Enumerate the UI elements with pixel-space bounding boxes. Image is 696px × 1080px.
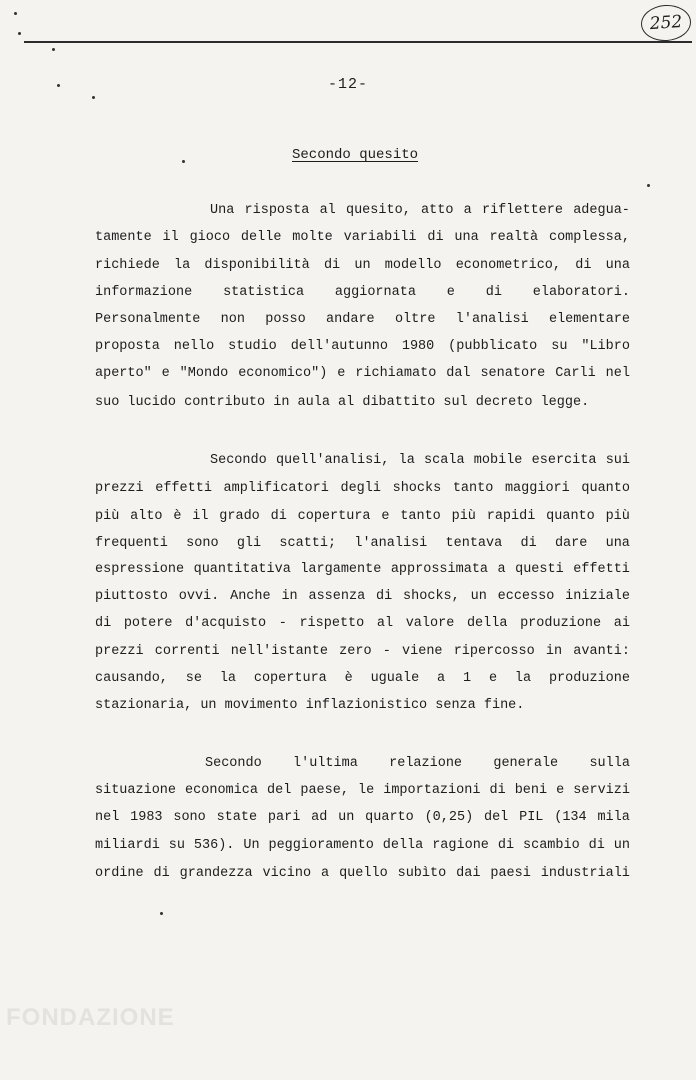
text-line: Personalmente non posso andare oltre l'analisi elementare bbox=[95, 312, 630, 327]
scan-speck bbox=[160, 912, 163, 915]
text-line: piuttosto ovvi. Anche in assenza di shocks, un eccesso iniziale bbox=[95, 589, 630, 604]
text-line: Secondo quell'analisi, la scala mobile esercita sui bbox=[210, 453, 630, 468]
text-line: suo lucido contributo in aula al dibattito sul decreto legge. bbox=[95, 395, 590, 410]
text-line: informazione statistica aggiornata e di elaboratori. bbox=[95, 285, 630, 300]
text-line: situazione economica del paese, le importazioni di beni e servizi bbox=[95, 783, 630, 798]
scan-speck bbox=[14, 12, 17, 15]
scan-speck bbox=[182, 160, 185, 163]
scan-speck bbox=[52, 48, 55, 51]
text-line: aperto" e "Mondo economico") e richiamato dal senatore Carli nel bbox=[95, 366, 630, 381]
page-stamp: 252 bbox=[640, 3, 692, 42]
watermark-text: FONDAZIONE bbox=[6, 1004, 175, 1031]
text-line: ordine di grandezza vicino a quello subìto dai paesi industriali bbox=[95, 866, 630, 881]
text-line: tamente il gioco delle molte variabili di una realtà complessa, bbox=[95, 230, 630, 245]
page-number: -12- bbox=[327, 76, 368, 93]
text-line: più alto è il grado di copertura e tanto più rapidi quanto più bbox=[95, 509, 630, 524]
text-line: frequenti sono gli scatti; l'analisi tentava di dare una bbox=[95, 536, 630, 551]
text-line: proposta nello studio dell'autunno 1980 (pubblicato su "Libro bbox=[95, 339, 630, 354]
text-line: miliardi su 536). Un peggioramento della ragione di scambio di un bbox=[95, 838, 630, 853]
text-line: richiede la disponibilità di un modello econometrico, di una bbox=[95, 258, 630, 273]
scan-speck bbox=[92, 96, 95, 99]
text-line: di potere d'acquisto - rispetto al valore della produzione ai bbox=[95, 616, 630, 631]
text-line: prezzi correnti nell'istante zero - viene ripercosso in avanti: bbox=[95, 644, 630, 659]
scan-speck bbox=[647, 184, 650, 187]
text-line: Secondo l'ultima relazione generale sulla bbox=[205, 756, 630, 771]
scan-speck bbox=[18, 32, 21, 35]
text-line: espressione quantitativa largamente approssimata a questi effetti bbox=[95, 562, 630, 577]
text-line: stazionaria, un movimento inflazionistico senza fine. bbox=[95, 698, 525, 713]
text-line: Una risposta al quesito, atto a riflettere adegua- bbox=[210, 203, 630, 218]
header-rule bbox=[24, 41, 692, 43]
section-title: Secondo quesito bbox=[292, 147, 419, 163]
text-line: prezzi effetti amplificatori degli shocks tanto maggiori quanto bbox=[95, 481, 630, 496]
text-line: nel 1983 sono state pari ad un quarto (0,25) del PIL (134 mila bbox=[95, 810, 630, 825]
text-line: causando, se la copertura è uguale a 1 e la produzione bbox=[95, 671, 630, 686]
